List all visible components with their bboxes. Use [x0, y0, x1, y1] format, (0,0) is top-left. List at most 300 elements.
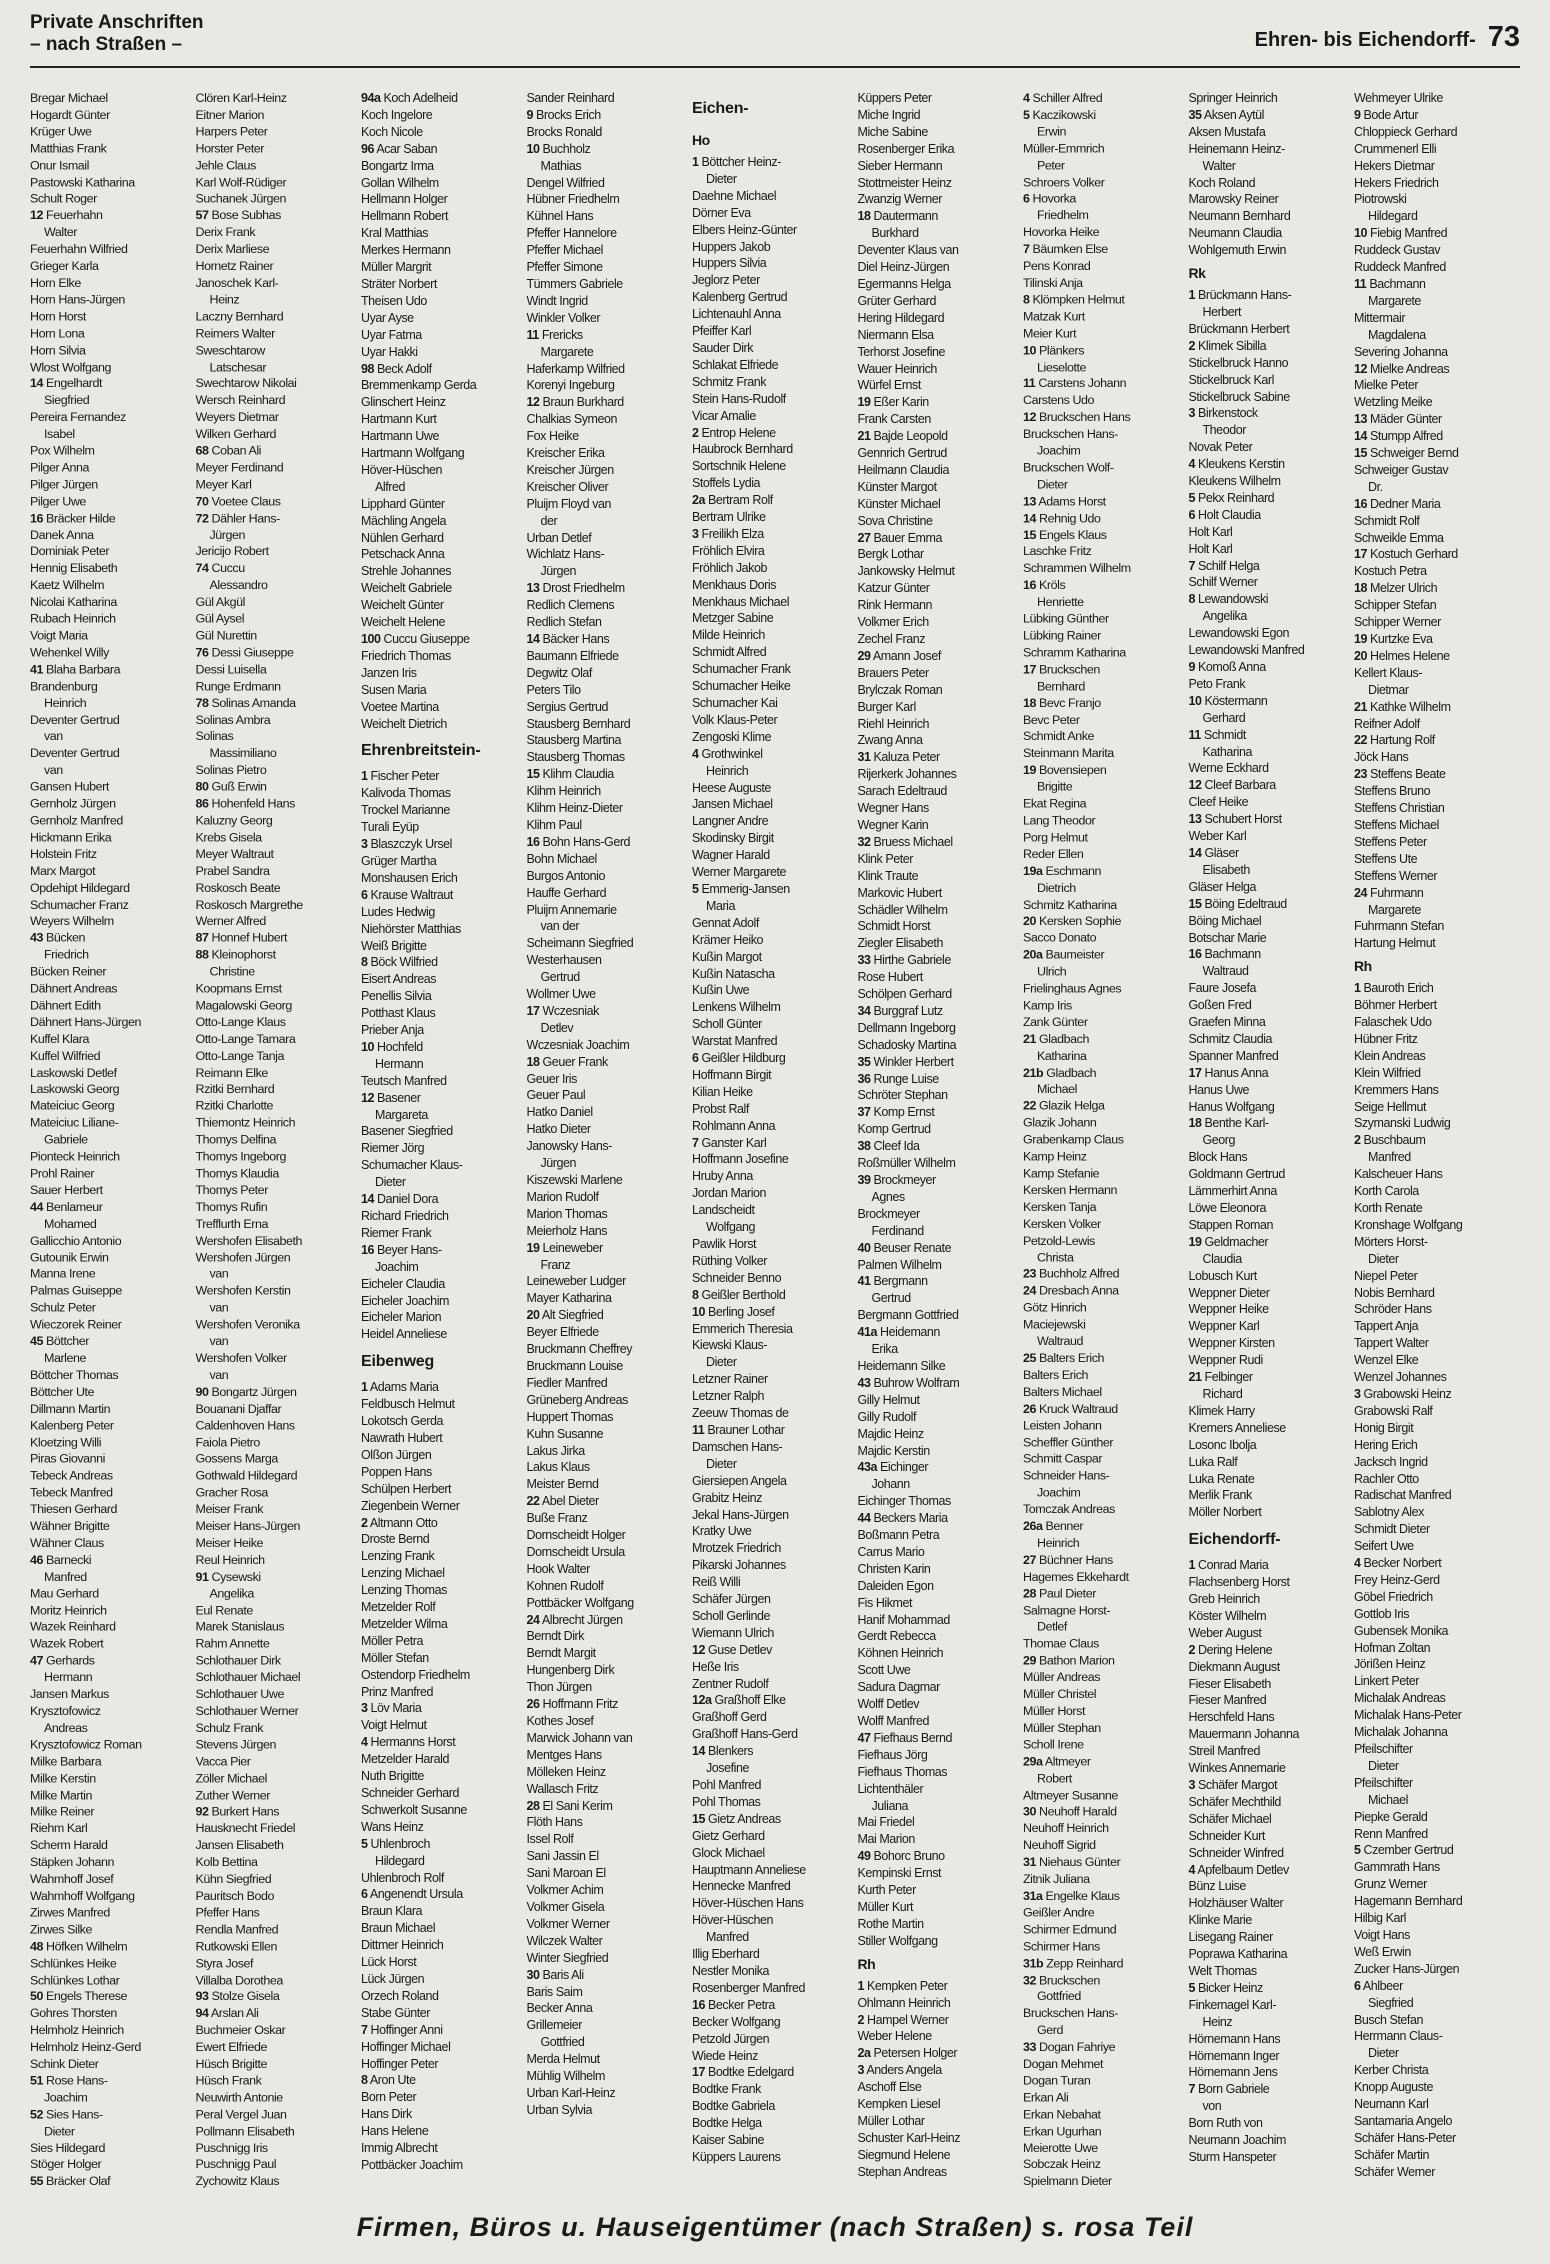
- house-number: 3: [1354, 1386, 1361, 1401]
- resident-entry: 41 Blaha Barbara: [30, 662, 121, 677]
- house-number: 4: [692, 746, 699, 761]
- entry-continuation: Gerd: [1037, 2023, 1063, 2038]
- resident-entry: Baumann Elfriede: [526, 648, 619, 663]
- resident-entry: Gammrath Hans: [1354, 1860, 1440, 1875]
- resident-entry: Horn Horst: [30, 309, 86, 324]
- resident-entry: Thomys Rufin: [195, 1199, 268, 1214]
- house-number: 11: [692, 1422, 705, 1437]
- resident-entry: Ludes Hedwig: [361, 904, 435, 919]
- resident-entry: Deventer Klaus van: [857, 243, 959, 258]
- resident-entry: Bruckschen Wolf-: [1023, 460, 1114, 475]
- resident-entry: Scheffler Günther: [1023, 1435, 1114, 1450]
- resident-entry: Stickelbruck Hanno: [1188, 355, 1289, 370]
- resident-entry: Holzhäuser Walter: [1188, 1896, 1284, 1911]
- resident-entry: Milke Kerstin: [30, 1771, 96, 1786]
- resident-entry: 49 Bohorc Bruno: [857, 1849, 945, 1864]
- resident-entry: Grunz Werner: [1354, 1877, 1427, 1892]
- resident-entry: Winter Siegfried: [526, 1950, 609, 1965]
- resident-entry: Probst Ralf: [692, 1101, 749, 1116]
- resident-entry: Laschke Fritz: [1023, 544, 1092, 559]
- resident-entry: Warstat Manfred: [692, 1034, 778, 1049]
- resident-entry: Block Hans: [1188, 1150, 1248, 1165]
- resident-entry: Zentner Rudolf: [692, 1676, 769, 1691]
- resident-entry: Schumacher Franz: [30, 897, 129, 912]
- resident-entry: Hoffinger Michael: [361, 2039, 451, 2054]
- house-number: 1: [857, 1978, 865, 1993]
- resident-entry: Meister Bernd: [526, 1477, 599, 1492]
- resident-entry: Kral Matthias: [361, 226, 429, 241]
- resident-entry: 6 Ahlbeer: [1354, 1978, 1403, 1993]
- resident-entry: Kolb Bettina: [195, 1855, 258, 1870]
- street-heading: Eibenweg: [361, 1353, 435, 1371]
- resident-entry: Bohn Michael: [526, 851, 597, 866]
- resident-entry: Prabel Sandra: [195, 863, 270, 878]
- resident-entry: Riehm Karl: [30, 1821, 88, 1836]
- entry-continuation: Walter: [1202, 158, 1236, 173]
- resident-entry: Rendla Manfred: [195, 1922, 279, 1937]
- entry-continuation: Joachim: [44, 2090, 88, 2105]
- resident-entry: Kamp Iris: [1023, 998, 1072, 1013]
- entry-continuation: Theodor: [1202, 423, 1246, 438]
- resident-entry: Wilczek Walter: [526, 1933, 603, 1948]
- resident-entry: Rüthing Volker: [692, 1253, 767, 1268]
- resident-entry: 5 Emmerig-Jansen: [692, 881, 790, 896]
- resident-entry: Metzelder Wilma: [361, 1616, 448, 1631]
- house-number: 55: [30, 2174, 44, 2189]
- resident-entry: Lakus Klaus: [526, 1460, 590, 1475]
- resident-entry: Klihm Heinz-Dieter: [526, 801, 623, 816]
- resident-entry: 94 Arslan Ali: [195, 2006, 259, 2021]
- house-number: 17: [1023, 662, 1037, 677]
- house-number: 51: [30, 2073, 44, 2088]
- resident-entry: Jekal Hans-Jürgen: [692, 1507, 789, 1522]
- resident-entry: Neumann Karl: [1354, 2097, 1429, 2112]
- resident-entry: 31 Niehaus Günter: [1023, 1855, 1121, 1870]
- resident-entry: Mai Marion: [857, 1832, 915, 1847]
- resident-entry: 17 Wczesniak: [526, 1003, 599, 1018]
- resident-entry: Urban Karl-Heinz: [526, 2085, 616, 2100]
- resident-entry: Kohnen Rudolf: [526, 1578, 604, 1593]
- house-number: 41: [857, 1274, 871, 1289]
- resident-entry: Kreischer Jürgen: [526, 462, 614, 477]
- resident-entry: Dominiak Peter: [30, 544, 110, 559]
- resident-entry: Linkert Peter: [1354, 1674, 1420, 1689]
- resident-entry: Stausberg Bernhard: [526, 716, 631, 731]
- house-number: 8: [361, 955, 368, 970]
- resident-entry: Landscheidt: [692, 1203, 755, 1218]
- resident-entry: Kempken Liesel: [857, 2097, 941, 2112]
- resident-entry: 30 Baris Ali: [526, 1967, 584, 1982]
- resident-entry: Kaetz Wilhelm: [30, 578, 105, 593]
- resident-entry: Kerber Christa: [1354, 2063, 1429, 2078]
- resident-entry: Zeeuw Thomas de: [692, 1406, 789, 1421]
- resident-entry: 3 Birkenstock: [1188, 406, 1258, 421]
- entry-continuation: Friedrich: [44, 947, 89, 962]
- resident-entry: Peters Tilo: [526, 682, 581, 697]
- entry-continuation: Heinrich: [44, 695, 87, 710]
- resident-entry: Matthias Frank: [30, 141, 107, 156]
- resident-entry: 19 Kurtzke Eva: [1354, 632, 1433, 646]
- resident-entry: Meyer Waltraut: [195, 847, 274, 862]
- resident-entry: Lenkens Wilhelm: [692, 1000, 781, 1015]
- resident-entry: Pilger Jürgen: [30, 477, 98, 492]
- resident-entry: Redlich Stefan: [526, 615, 602, 630]
- resident-entry: Otto-Lange Klaus: [195, 1015, 286, 1030]
- resident-entry: Korth Renate: [1354, 1201, 1423, 1215]
- resident-entry: Lewandowski Manfred: [1188, 643, 1305, 658]
- resident-entry: Kreischer Oliver: [526, 479, 609, 494]
- resident-entry: Chalkias Symeon: [526, 412, 618, 427]
- house-number: 19: [857, 395, 871, 410]
- entry-continuation: Gertrud: [871, 1291, 911, 1306]
- resident-entry: Wähner Claus: [30, 1535, 104, 1550]
- entry-continuation: Waltraud: [1037, 1334, 1083, 1349]
- resident-entry: Sauer Herbert: [30, 1183, 103, 1198]
- resident-entry: 20 Alt Siegfried: [526, 1308, 604, 1323]
- house-number: 8: [1023, 292, 1030, 307]
- resident-entry: Pfeiffer Karl: [692, 324, 752, 339]
- resident-entry: Wolff Manfred: [857, 1714, 929, 1728]
- page-range: [1254, 21, 1520, 53]
- resident-entry: Schrammen Wilhelm: [1023, 561, 1131, 576]
- resident-entry: Glazik Johann: [1023, 1115, 1097, 1130]
- resident-entry: Kempinski Ernst: [857, 1866, 942, 1881]
- resident-entry: 4 Hermanns Horst: [361, 1735, 456, 1750]
- resident-entry: Marx Margot: [30, 863, 96, 878]
- resident-entry: Wallasch Fritz: [526, 1781, 599, 1796]
- house-number: 5: [1188, 490, 1196, 505]
- resident-entry: Kersken Volker: [1023, 1216, 1101, 1231]
- resident-entry: Volkmer Werner: [526, 1916, 610, 1931]
- resident-entry: Botschar Marie: [1188, 930, 1267, 945]
- resident-entry: 91 Cysewski: [195, 1569, 261, 1584]
- resident-entry: 1 Conrad Maria: [1188, 1558, 1269, 1573]
- resident-entry: 6 Krause Waltraut: [361, 887, 453, 902]
- house-number: 41a: [857, 1325, 878, 1340]
- entry-continuation: Walter: [44, 225, 77, 240]
- resident-entry: Gietz Gerhard: [692, 1828, 765, 1843]
- house-number: 7: [361, 2022, 368, 2037]
- resident-entry: Sarach Edeltraud: [857, 784, 947, 799]
- resident-entry: Hüsch Brigitte: [195, 2056, 268, 2071]
- resident-entry: Möller Norbert: [1188, 1505, 1262, 1520]
- house-number: 33: [857, 953, 871, 968]
- resident-entry: 6 Angenendt Ursula: [361, 1887, 463, 1902]
- house-number: 2: [361, 1515, 368, 1530]
- resident-entry: Gläser Helga: [1188, 879, 1257, 894]
- entry-continuation: Christa: [1037, 1250, 1074, 1265]
- resident-entry: Glinschert Heinz: [361, 395, 446, 410]
- resident-entry: Huppert Thomas: [526, 1409, 614, 1424]
- house-number: 14: [1188, 845, 1202, 860]
- resident-entry: Horn Elke: [30, 275, 81, 290]
- house-number: 11: [526, 327, 539, 342]
- resident-entry: Schmitz Katharina: [1023, 897, 1117, 912]
- resident-entry: Magalowski Georg: [195, 998, 292, 1013]
- resident-entry: Schumacher Kai: [692, 696, 778, 710]
- resident-entry: Bruckmann Cheffrey: [526, 1342, 633, 1357]
- resident-entry: Scheimann Siegfried: [526, 936, 634, 951]
- house-number: 31: [857, 750, 871, 765]
- resident-entry: Kuffel Klara: [30, 1031, 89, 1046]
- house-number: 7: [1023, 242, 1030, 257]
- resident-entry: Gutounik Erwin: [30, 1250, 109, 1265]
- house-number: 6: [1023, 191, 1030, 206]
- entry-continuation: Agnes: [871, 1189, 905, 1204]
- resident-entry: Eicheler Joachim: [361, 1293, 449, 1308]
- house-number: 1: [361, 1380, 368, 1395]
- entry-continuation: van: [209, 1367, 229, 1382]
- resident-entry: Schuster Karl-Heinz: [857, 2130, 961, 2145]
- resident-entry: Volk Klaus-Peter: [692, 712, 778, 727]
- resident-entry: Komp Gertrud: [857, 1122, 931, 1137]
- resident-entry: Stöger Holger: [30, 2157, 102, 2172]
- resident-entry: Kaiser Sabine: [692, 2133, 764, 2148]
- resident-entry: Becker Anna: [526, 2001, 593, 2016]
- house-number: 12: [1188, 778, 1202, 793]
- resident-entry: 31b Zepp Reinhard: [1023, 1956, 1124, 1970]
- resident-entry: Jericijo Robert: [195, 544, 269, 559]
- resident-entry: Poppen Hans: [361, 1464, 432, 1479]
- resident-entry: Milke Barbara: [30, 1754, 102, 1769]
- resident-entry: 16 Bachmann: [1188, 947, 1261, 962]
- resident-entry: Janoschek Karl-: [195, 275, 279, 290]
- resident-entry: Weichelt Dietrich: [361, 716, 447, 731]
- house-number: 100: [361, 632, 381, 646]
- resident-entry: Zechel Franz: [857, 632, 926, 646]
- resident-entry: Menkhaus Doris: [692, 577, 777, 592]
- resident-entry: Voigt Hans: [1354, 1927, 1410, 1942]
- resident-entry: Kuhn Susanne: [526, 1426, 604, 1441]
- resident-entry: Mayer Katharina: [526, 1291, 612, 1306]
- resident-entry: Luka Renate: [1188, 1471, 1255, 1486]
- resident-entry: Gothwald Hildegard: [195, 1468, 298, 1483]
- resident-entry: Meiser Hans-Jürgen: [195, 1519, 300, 1534]
- entry-continuation: Katharina: [1037, 1048, 1087, 1063]
- resident-entry: Helmholz Heinrich: [30, 2023, 124, 2038]
- resident-entry: 20a Baumeister: [1023, 947, 1105, 962]
- house-number: 18: [857, 209, 871, 224]
- resident-entry: Friedrich Thomas: [361, 648, 451, 663]
- entry-continuation: Dr.: [1368, 479, 1383, 494]
- resident-entry: Radischat Manfred: [1354, 1488, 1452, 1503]
- resident-entry: Lakus Jirka: [526, 1443, 585, 1458]
- resident-entry: Frey Heinz-Gerd: [1354, 1572, 1440, 1587]
- entry-continuation: Margarete: [540, 344, 594, 359]
- resident-entry: Laczny Bernhard: [195, 309, 284, 324]
- resident-entry: Santamaria Angelo: [1354, 2113, 1452, 2128]
- resident-entry: 5 Pekx Reinhard: [1188, 490, 1275, 505]
- resident-entry: Pohl Thomas: [692, 1794, 761, 1809]
- resident-entry: Turali Eyüp: [361, 820, 419, 835]
- resident-entry: 88 Kleinophorst: [195, 947, 276, 962]
- resident-entry: 52 Sies Hans-: [30, 2107, 103, 2122]
- resident-entry: Pilger Anna: [30, 460, 89, 475]
- house-number: 25: [1023, 1351, 1037, 1366]
- resident-entry: Daehne Michael: [692, 188, 777, 203]
- resident-entry: 47 Fiefhaus Bernd: [857, 1730, 953, 1745]
- resident-entry: Kühn Siegfried: [195, 1872, 272, 1886]
- house-number: 12: [30, 208, 44, 223]
- resident-entry: Müller-Emmrich: [1023, 141, 1105, 156]
- resident-entry: Karl Wolf-Rüdiger: [195, 175, 287, 189]
- resident-entry: Neumann Bernhard: [1188, 209, 1291, 224]
- resident-entry: Schipper Werner: [1354, 615, 1441, 630]
- house-number: 72: [195, 511, 209, 525]
- resident-entry: Schölpen Gerhard: [857, 987, 952, 1002]
- entry-continuation: Dieter: [706, 1456, 737, 1471]
- resident-entry: Feuerhahn Wilfried: [30, 242, 128, 257]
- resident-entry: 19 Leineweber: [526, 1240, 603, 1255]
- resident-entry: 12 Mielke Andreas: [1354, 361, 1450, 376]
- house-number: 26: [1023, 1401, 1037, 1416]
- house-number: 21: [1188, 1370, 1202, 1385]
- resident-entry: Steffens Ute: [1354, 851, 1418, 866]
- resident-entry: Tümmers Gabriele: [526, 276, 623, 291]
- entry-continuation: Dieter: [44, 2124, 75, 2138]
- resident-entry: Janzen Iris: [361, 665, 417, 680]
- house-number: 9: [526, 107, 534, 122]
- resident-entry: Gossens Marga: [195, 1451, 278, 1466]
- resident-entry: 19 Geldmacher: [1188, 1234, 1269, 1249]
- resident-entry: 1 Fischer Peter: [361, 769, 440, 784]
- house-number: 14: [1354, 429, 1368, 444]
- resident-entry: Möller Stefan: [361, 1650, 429, 1665]
- house-number: 26: [526, 1697, 540, 1712]
- resident-entry: Hagemann Bernhard: [1354, 1894, 1463, 1909]
- resident-entry: Crummenerl Elli: [1354, 141, 1437, 156]
- resident-entry: Balters Michael: [1023, 1384, 1102, 1399]
- house-number: 43a: [857, 1460, 878, 1475]
- resident-entry: Becker Wolfgang: [692, 2014, 781, 2029]
- entry-continuation: Michael: [1368, 1792, 1408, 1807]
- entry-continuation: Mathias: [540, 158, 582, 173]
- resident-entry: Tebeck Andreas: [30, 1468, 113, 1483]
- house-number: 27: [1023, 1552, 1037, 1567]
- resident-entry: 7 Ganster Karl: [692, 1135, 767, 1150]
- entry-continuation: Erwin: [1037, 124, 1067, 139]
- resident-entry: Reifner Adolf: [1354, 716, 1420, 731]
- resident-entry: Kaluzny Georg: [195, 813, 273, 828]
- resident-entry: Fiefhaus Thomas: [857, 1764, 948, 1779]
- resident-entry: Höver-Hüschen Hans: [692, 1896, 804, 1911]
- resident-entry: Swechtarow Nikolai: [195, 376, 297, 391]
- resident-entry: Mai Friedel: [857, 1815, 915, 1830]
- resident-entry: Stappen Roman: [1188, 1217, 1273, 1232]
- entry-continuation: van: [44, 729, 63, 744]
- resident-entry: Pikarski Johannes: [692, 1558, 786, 1573]
- entry-continuation: Gottfried: [540, 2035, 585, 2050]
- resident-entry: Weber August: [1188, 1625, 1262, 1640]
- resident-entry: 1 Brückmann Hans-: [1188, 288, 1292, 303]
- house-number: 10: [526, 141, 540, 156]
- resident-entry: Droste Bernd: [361, 1532, 430, 1547]
- resident-entry: 13 Adams Horst: [1023, 494, 1106, 509]
- resident-entry: Kußin Natascha: [692, 966, 775, 981]
- resident-entry: Hofman Zoltan: [1354, 1640, 1431, 1655]
- house-number: 17: [1354, 547, 1368, 562]
- resident-entry: Weß Erwin: [1354, 1944, 1411, 1959]
- resident-entry: Kilian Heike: [692, 1084, 753, 1099]
- resident-entry: Wilken Gerhard: [195, 427, 277, 441]
- resident-entry: Weppner Kirsten: [1188, 1336, 1275, 1351]
- resident-entry: Nühlen Gerhard: [361, 530, 444, 545]
- resident-entry: 29 Amann Josef: [857, 648, 941, 663]
- resident-entry: Neumann Joachim: [1188, 2133, 1286, 2148]
- resident-entry: 10 Plänkers: [1023, 343, 1085, 357]
- resident-entry: Schadosky Martina: [857, 1037, 957, 1052]
- resident-entry: Baris Saim: [526, 1984, 583, 1999]
- resident-entry: Hering Erich: [1354, 1437, 1418, 1452]
- resident-entry: 10 Fiebig Manfred: [1354, 226, 1448, 241]
- resident-entry: Trockel Marianne: [361, 803, 450, 818]
- resident-entry: Geuer Iris: [526, 1071, 577, 1086]
- resident-entry: Gilly Rudolf: [857, 1409, 917, 1424]
- street-section-heading: Rh: [857, 1955, 876, 1972]
- resident-entry: Wczesniak Joachim: [526, 1037, 630, 1052]
- resident-entry: Jöck Hans: [1354, 750, 1409, 765]
- resident-entry: Stausberg Thomas: [526, 750, 625, 765]
- entry-continuation: Henriette: [1037, 595, 1084, 609]
- entry-continuation: Juliana: [871, 1798, 908, 1813]
- resident-entry: Reul Heinrich: [195, 1552, 265, 1567]
- house-number: 3: [857, 2063, 865, 2078]
- resident-entry: Volkmer Gisela: [526, 1899, 605, 1914]
- resident-entry: Braun Klara: [361, 1904, 423, 1919]
- resident-entry: Wershofen Kerstin: [195, 1283, 291, 1298]
- resident-entry: Mölleken Heinz: [526, 1764, 606, 1779]
- resident-entry: Böttcher Ute: [30, 1384, 95, 1399]
- resident-entry: Klink Traute: [857, 868, 919, 883]
- resident-entry: Rothe Martin: [857, 1916, 924, 1931]
- resident-entry: Sani Jassin El: [526, 1849, 599, 1864]
- resident-entry: 12 Bruckschen Hans: [1023, 410, 1131, 425]
- page-header: [30, 10, 1520, 68]
- resident-entry: Novak Peter: [1188, 440, 1253, 455]
- house-number: 5: [1023, 107, 1030, 122]
- resident-entry: Gottlob Iris: [1354, 1606, 1410, 1621]
- resident-entry: Braun Michael: [361, 1921, 436, 1936]
- resident-entry: Balters Erich: [1023, 1367, 1089, 1382]
- house-number: 17: [526, 1003, 540, 1018]
- house-number: 38: [857, 1139, 871, 1154]
- resident-entry: Dähnert Edith: [30, 998, 101, 1013]
- resident-entry: Wlost Wolfgang: [30, 359, 112, 374]
- resident-entry: Kremers Anneliese: [1188, 1420, 1286, 1435]
- entry-continuation: Heinrich: [706, 763, 749, 778]
- resident-entry: Rzitki Bernhard: [195, 1082, 275, 1097]
- resident-entry: Heinemann Heinz-: [1188, 141, 1285, 156]
- house-number: 2a: [692, 493, 706, 508]
- entry-continuation: Brigitte: [1037, 779, 1073, 794]
- resident-entry: Thomae Claus: [1023, 1636, 1099, 1651]
- resident-entry: Weppner Heike: [1188, 1302, 1269, 1317]
- resident-entry: Maciejewski: [1023, 1317, 1086, 1332]
- house-number: 16: [1188, 947, 1202, 962]
- resident-entry: Müller Christel: [1023, 1687, 1097, 1702]
- entry-continuation: Hildegard: [1368, 209, 1418, 224]
- resident-entry: Korth Carola: [1354, 1184, 1419, 1199]
- entry-continuation: Hermann: [44, 1670, 93, 1685]
- resident-entry: Koch Nicole: [361, 124, 423, 139]
- resident-entry: 18 Melzer Ulrich: [1354, 581, 1438, 596]
- resident-entry: Matzak Kurt: [1023, 309, 1085, 324]
- resident-entry: Nuth Brigitte: [361, 1769, 424, 1784]
- house-number: 35: [1188, 107, 1202, 122]
- resident-entry: Losonc Ibolja: [1188, 1437, 1257, 1452]
- entry-continuation: Mohamed: [44, 1216, 97, 1231]
- resident-entry: 21 Gladbach: [1023, 1031, 1089, 1046]
